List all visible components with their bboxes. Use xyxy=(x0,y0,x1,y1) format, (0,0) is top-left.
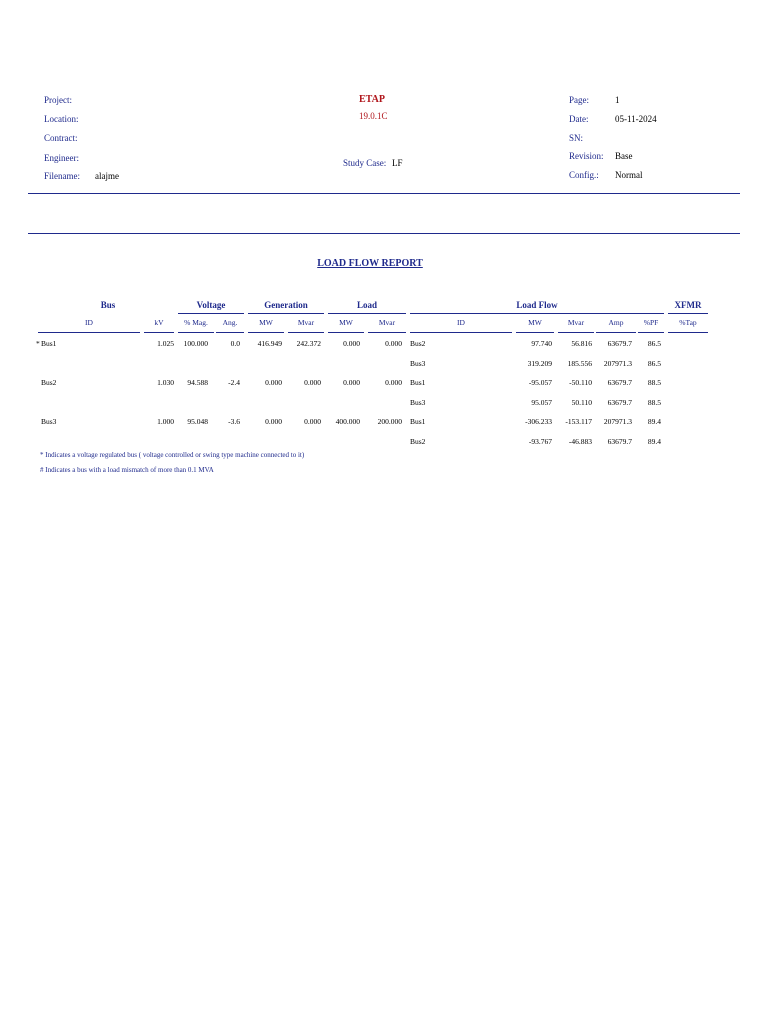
column-rule xyxy=(144,332,174,333)
voltage-ang: -3.6 xyxy=(228,417,240,426)
col-id: ID xyxy=(85,318,93,327)
column-rule xyxy=(410,332,512,333)
bus-kv: 1.025 xyxy=(157,339,174,348)
col-amp: Amp xyxy=(608,318,624,327)
footnote-load-mismatch: # Indicates a bus with a load mismatch of more than 0.1 MVA xyxy=(40,466,214,474)
col-pf: %PF xyxy=(643,318,659,327)
column-rule xyxy=(668,332,708,333)
flow-amp: 63679.7 xyxy=(607,398,632,407)
footnote-regulated-bus: * Indicates a voltage regulated bus ( voltage controlled or swing type machine connected to it) xyxy=(40,451,305,459)
flow-to-id: Bus3 xyxy=(410,398,426,407)
sn-label: SN: xyxy=(569,133,584,143)
header-divider-top xyxy=(28,193,740,194)
column-rule xyxy=(178,332,214,333)
date-label: Date: xyxy=(569,114,589,124)
load-mvar: 200.000 xyxy=(377,417,402,426)
column-rule xyxy=(368,332,406,333)
column-rule xyxy=(558,332,594,333)
flow-mvar: -46.883 xyxy=(568,437,592,446)
flow-mw: -306.233 xyxy=(525,417,552,426)
load-mvar: 0.000 xyxy=(385,339,402,348)
revision-label: Revision: xyxy=(569,151,604,161)
bus-id: Bus1 xyxy=(41,339,57,348)
column-rule xyxy=(516,332,554,333)
flow-mvar: -153.117 xyxy=(565,417,592,426)
group-rule xyxy=(668,313,708,314)
col-load-mw: MW xyxy=(339,318,353,327)
col-lf-id: ID xyxy=(457,318,465,327)
flow-to-id: Bus2 xyxy=(410,437,426,446)
col-kv: kV xyxy=(154,318,164,327)
flow-mw: 97.740 xyxy=(531,339,552,348)
filename-label: Filename: xyxy=(44,171,80,181)
col-lf-mvar: Mvar xyxy=(567,318,585,327)
flow-pf: 86.5 xyxy=(647,359,661,368)
voltage-mag: 95.048 xyxy=(187,417,208,426)
flow-pf: 88.5 xyxy=(647,378,661,387)
bus-id: Bus3 xyxy=(41,417,57,426)
voltage-mag: 100.000 xyxy=(183,339,208,348)
col-gen-mw: MW xyxy=(259,318,273,327)
col-gen-mvar: Mvar xyxy=(297,318,315,327)
column-rule xyxy=(248,332,284,333)
flow-pf: 89.4 xyxy=(647,437,661,446)
study-case-value: LF xyxy=(392,158,403,168)
bus-kv: 1.030 xyxy=(157,378,174,387)
group-xfmr: XFMR xyxy=(674,300,702,310)
flow-mw: -95.057 xyxy=(528,378,552,387)
flow-amp: 63679.7 xyxy=(607,339,632,348)
group-load-flow: Load Flow xyxy=(516,300,558,310)
flow-mvar: -50.110 xyxy=(569,378,592,387)
app-version: 19.0.1C xyxy=(359,111,388,121)
flow-amp: 207971.3 xyxy=(603,359,632,368)
flow-amp: 63679.7 xyxy=(607,437,632,446)
column-rule xyxy=(38,332,140,333)
app-name: ETAP xyxy=(359,94,385,105)
voltage-ang: -2.4 xyxy=(228,378,240,387)
location-label: Location: xyxy=(44,114,79,124)
load-mw: 0.000 xyxy=(343,339,360,348)
gen-mvar: 0.000 xyxy=(304,417,321,426)
col-tap: %Tap xyxy=(679,318,697,327)
col-mag: % Mag. xyxy=(184,318,208,327)
voltage-ang: 0.0 xyxy=(230,339,240,348)
group-generation: Generation xyxy=(264,300,308,310)
gen-mvar: 0.000 xyxy=(304,378,321,387)
bus-kv: 1.000 xyxy=(157,417,174,426)
flow-to-id: Bus1 xyxy=(410,378,426,387)
column-rule xyxy=(216,332,244,333)
group-rule xyxy=(328,313,406,314)
load-mvar: 0.000 xyxy=(385,378,402,387)
col-ang: Ang. xyxy=(222,318,238,327)
report-title: LOAD FLOW REPORT xyxy=(317,258,423,269)
col-lf-mw: MW xyxy=(528,318,542,327)
column-rule xyxy=(638,332,664,333)
flow-mw: -93.767 xyxy=(528,437,552,446)
page-label: Page: xyxy=(569,95,589,105)
flow-pf: 88.5 xyxy=(647,398,661,407)
flow-amp: 63679.7 xyxy=(607,378,632,387)
gen-mvar: 242.372 xyxy=(296,339,321,348)
filename-value: alajme xyxy=(95,171,119,181)
flow-amp: 207971.3 xyxy=(603,417,632,426)
page-value: 1 xyxy=(615,95,620,105)
study-case-label: Study Case: xyxy=(343,158,387,168)
group-voltage: Voltage xyxy=(196,300,226,310)
flow-mvar: 185.556 xyxy=(567,359,592,368)
gen-mw: 0.000 xyxy=(265,378,282,387)
flow-to-id: Bus2 xyxy=(410,339,426,348)
header-divider-bottom xyxy=(28,233,740,234)
flow-to-id: Bus3 xyxy=(410,359,426,368)
voltage-mag: 94.588 xyxy=(187,378,208,387)
column-rule xyxy=(288,332,324,333)
group-load: Load xyxy=(356,300,377,310)
load-mw: 400.000 xyxy=(335,417,360,426)
gen-mw: 416.949 xyxy=(257,339,282,348)
gen-mw: 0.000 xyxy=(265,417,282,426)
revision-value: Base xyxy=(615,151,633,161)
engineer-label: Engineer: xyxy=(44,153,79,163)
date-value: 05-11-2024 xyxy=(615,114,657,124)
project-label: Project: xyxy=(44,95,72,105)
flow-mw: 95.057 xyxy=(531,398,552,407)
flow-mvar: 50.110 xyxy=(571,398,592,407)
flow-mvar: 56.816 xyxy=(571,339,592,348)
bus-id: Bus2 xyxy=(41,378,57,387)
flow-mw: 319.209 xyxy=(527,359,552,368)
flow-to-id: Bus1 xyxy=(410,417,426,426)
config-label: Config.: xyxy=(569,170,599,180)
column-rule xyxy=(328,332,364,333)
flow-pf: 86.5 xyxy=(647,339,661,348)
config-value: Normal xyxy=(615,170,643,180)
group-rule xyxy=(248,313,324,314)
contract-label: Contract: xyxy=(44,133,78,143)
flow-pf: 89.4 xyxy=(647,417,661,426)
group-rule xyxy=(178,313,244,314)
group-rule xyxy=(410,313,664,314)
column-rule xyxy=(596,332,636,333)
group-bus: Bus xyxy=(100,300,116,310)
load-mw: 0.000 xyxy=(343,378,360,387)
col-load-mvar: Mvar xyxy=(378,318,396,327)
regulated-bus-marker: * xyxy=(36,339,40,348)
